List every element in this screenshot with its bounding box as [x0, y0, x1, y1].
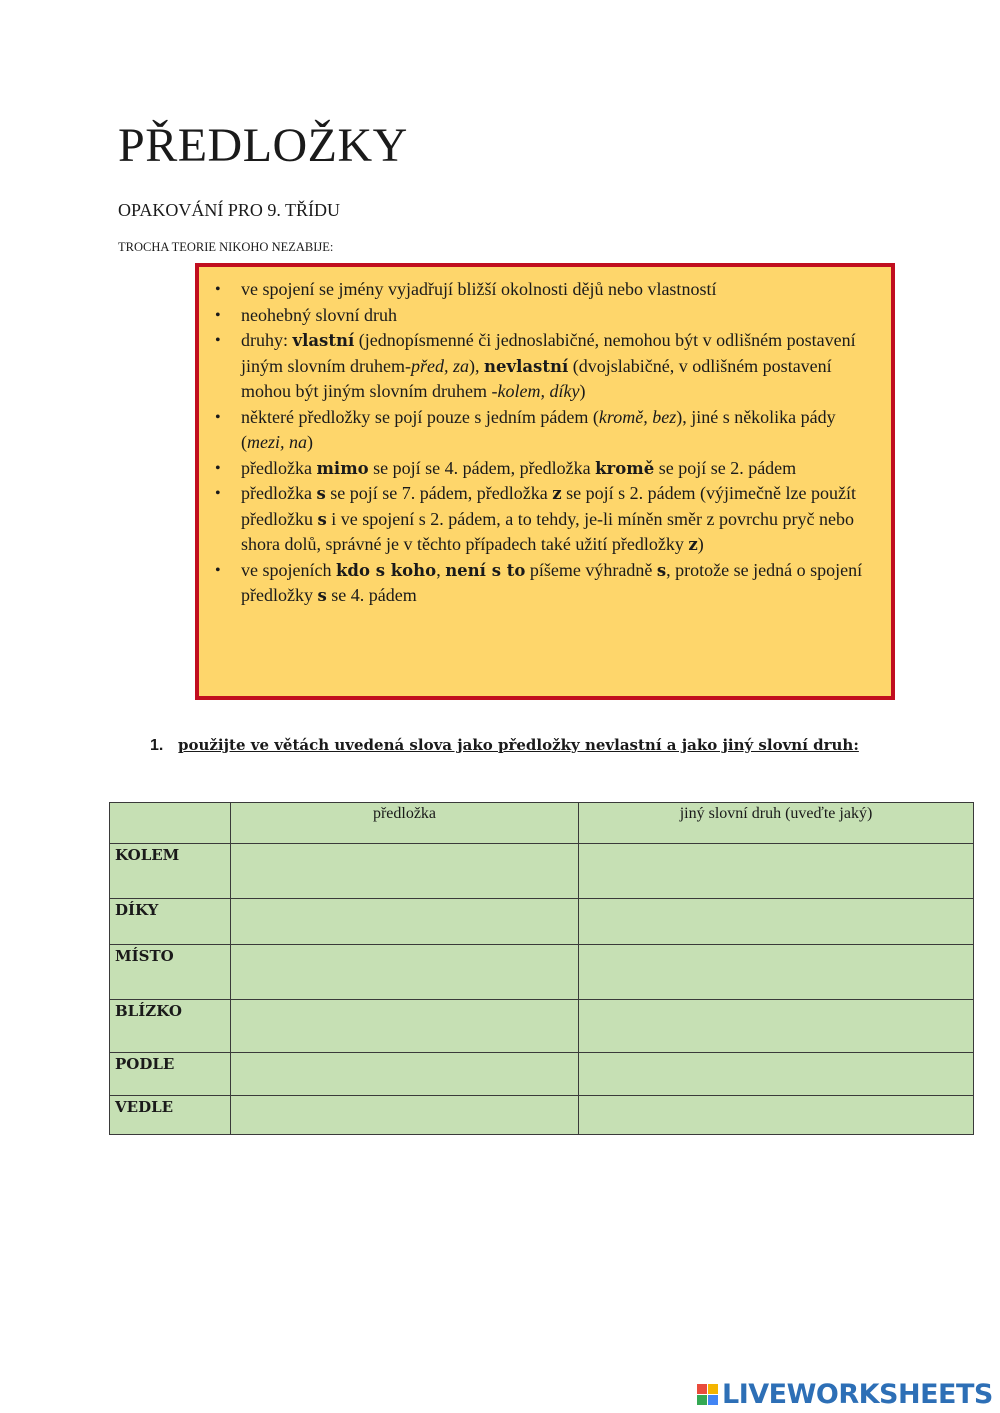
row-label: PODLE — [110, 1053, 231, 1096]
answer-cell-preposition[interactable] — [231, 1000, 579, 1053]
theory-item: • některé předložky se pojí pouze s jedním pádem (kromě, bez), jiné s několika pády (mezi, na) — [215, 405, 871, 456]
table-row — [110, 899, 974, 945]
logo-block — [697, 1384, 707, 1394]
row-label: KOLEM — [110, 844, 231, 899]
logo-block — [708, 1395, 718, 1405]
liveworksheets-logo[interactable] — [697, 1377, 993, 1411]
table-row — [110, 844, 974, 899]
answer-cell-other[interactable] — [579, 1000, 974, 1053]
table-row — [110, 1096, 974, 1135]
logo-block — [697, 1395, 707, 1405]
theory-item: • ve spojení se jmény vyjadřují bližší okolnosti dějů nebo vlastností — [215, 277, 871, 303]
row-label: VEDLE — [110, 1096, 231, 1135]
row-label: BLÍZKO — [110, 1000, 231, 1053]
answer-cell-preposition[interactable] — [231, 1096, 579, 1135]
page-title: PŘEDLOŽKY — [118, 119, 408, 172]
table-header-preposition: předložka — [231, 803, 579, 844]
answer-cell-other[interactable] — [579, 844, 974, 899]
answer-cell-preposition[interactable] — [231, 899, 579, 945]
theory-item: • druhy: vlastní (jednopísmenné či jednoslabičné, nemohou být v odlišném postavení jiným slovním druhem-před, za), nevlastní (dvojslabičné, v odlišném postavení mohou být jiným slovním druhem -kolem, díky) — [215, 328, 871, 405]
logo-block — [708, 1384, 718, 1394]
theory-item: • předložka mimo se pojí se 4. pádem, předložka kromě se pojí se 2. pádem — [215, 456, 871, 482]
table-row — [110, 945, 974, 1000]
table-header-row — [110, 803, 974, 844]
logo-blocks-icon — [697, 1384, 718, 1405]
answer-cell-other[interactable] — [579, 945, 974, 1000]
answer-cell-preposition[interactable] — [231, 844, 579, 899]
table-header-other-word-class: jiný slovní druh (uveďte jaký) — [579, 803, 974, 844]
answer-cell-other[interactable] — [579, 1053, 974, 1096]
theory-list — [215, 277, 871, 609]
table-row — [110, 1000, 974, 1053]
theory-box — [195, 263, 895, 700]
page-subtitle: OPAKOVÁNÍ PRO 9. TŘÍDU — [118, 200, 341, 220]
task-text: použijte ve větách uvedená slova jako předložky nevlastní a jako jiný slovní druh: — [178, 736, 859, 754]
answer-cell-preposition[interactable] — [231, 945, 579, 1000]
task-number: 1. — [150, 737, 164, 754]
table-row — [110, 1053, 974, 1096]
table-header-corner — [110, 803, 231, 844]
logo-text: LIVEWORKSHEETS — [722, 1378, 993, 1410]
row-label: DÍKY — [110, 899, 231, 945]
answer-table — [109, 802, 974, 1135]
row-label: MÍSTO — [110, 945, 231, 1000]
theory-item: • ve spojeních kdo s koho, není s to píšeme výhradně s, protože se jedná o spojení předložky s se 4. pádem — [215, 558, 871, 609]
answer-cell-other[interactable] — [579, 1096, 974, 1135]
answer-cell-other[interactable] — [579, 899, 974, 945]
theory-item: • neohebný slovní druh — [215, 303, 871, 329]
theory-item: • předložka s se pojí se 7. pádem, předložka z se pojí s 2. pádem (výjimečně lze použít předložku s i ve spojení s 2. pádem, a to tehdy, je-li míněn směr z povrchu pryč nebo shora dolů, správné je v těchto případech také užití předložky z) — [215, 481, 871, 558]
theory-intro: TROCHA TEORIE NIKOHO NEZABIJE: — [118, 240, 334, 254]
answer-cell-preposition[interactable] — [231, 1053, 579, 1096]
